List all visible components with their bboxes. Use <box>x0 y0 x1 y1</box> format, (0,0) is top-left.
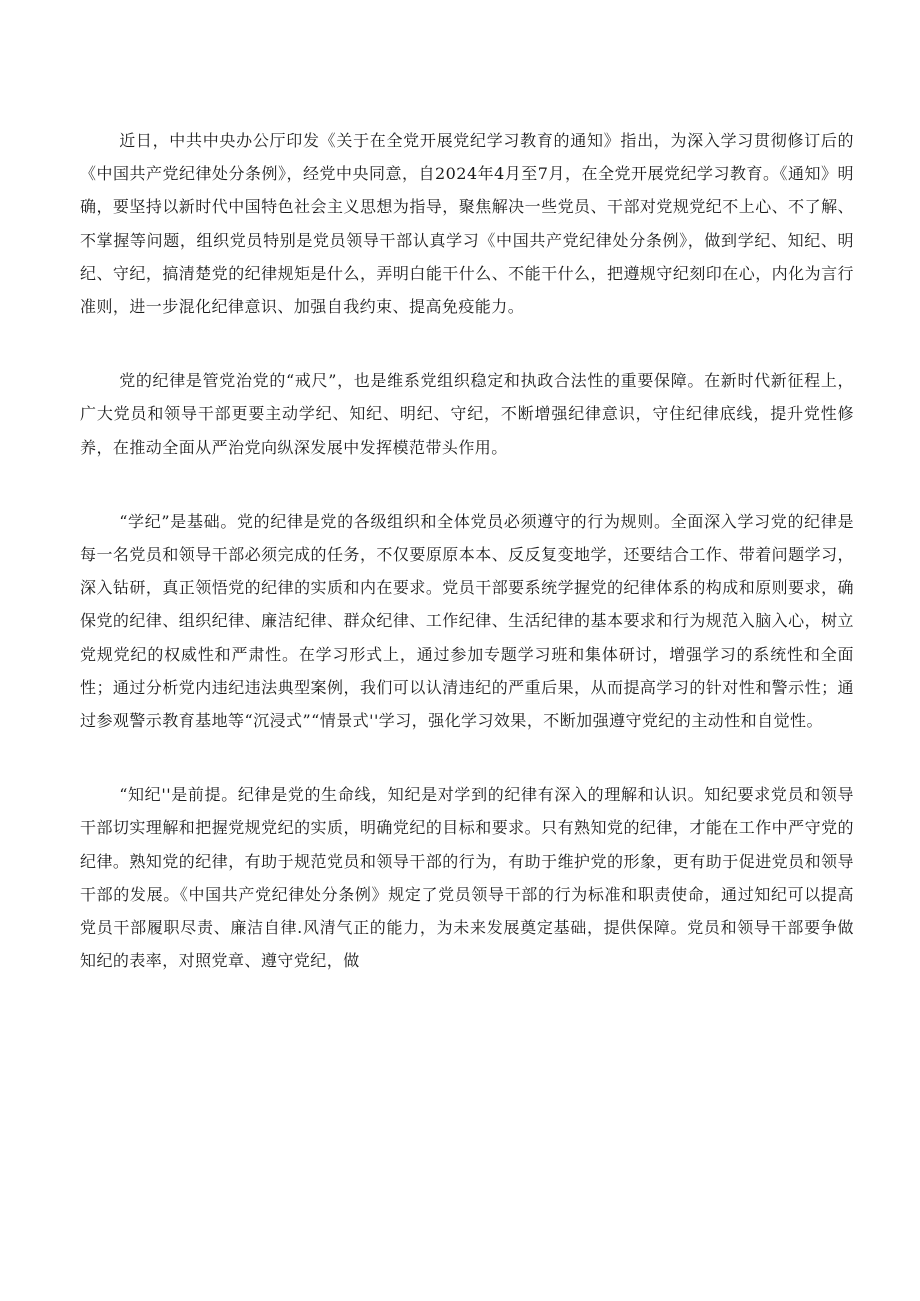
paragraph-3: “学纪”是基础。党的纪律是党的各级组织和全体党员必须遵守的行为规则。全面深入学习党的纪律是每一名党员和领导干部必须完成的任务，不仅要原原本本、反反复变地学，还要结合工作、带着问题学习，深入钻研，真正领悟党的纪律的实质和内在要求。党员干部要系统学握党的纪律体系的构成和原则要求，确保党的纪律、组织纪律、廉洁纪律、群众纪律、工作纪律、生活纪律的基本要求和行为规范入脑入心，树立党规党纪的权威性和严肃性。在学习形式上，通过参加专题学习班和集体研讨，增强学习的系统性和全面性；通过分析党内违纪违法典型案例，我们可以认清违纪的严重后果，从而提高学习的针对性和警示性；通过参观警示教育基地等“沉浸式”“情景式''学习，强化学习效果，不断加强遵守党纪的主动性和自觉性。 <box>80 511 854 731</box>
paragraph-2: 党的纪律是管党治党的“戒尺”，也是维系党组织稳定和执政合法性的重要保障。在新时代新征程上，广大党员和领导干部更要主动学纪、知纪、明纪、守纪，不断增强纪律意识，守住纪律底线，提升党性修养，在推动全面从严治党向纵深发展中发挥模范带头作用。 <box>80 371 854 457</box>
paragraph-1: 近日，中共中央办公厅印发《关于在全党开展党纪学习教育的通知》指出，为深入学习贯彻修订后的《中国共产党纪律处分条例》，经党中央同意，自2024年4月至7月，在全党开展党纪学习教育。《通知》明确，要坚持以新时代中国特色社会主义思想为指导，聚焦解决一些党员、干部对党规党纪不上心、不了解、不掌握等问题，组织党员特别是党员领导干部认真学习《中国共产党纪律处分条例》，做到学纪、知纪、明纪、守纪，搞清楚党的纪律规矩是什么，弄明白能干什么、不能干什么，把遵规守纪刻印在心，内化为言行准则，进一步混化纪律意识、加强自我约束、提高免疫能力。 <box>80 131 854 317</box>
paragraph-4: “知纪''是前提。纪律是党的生命线，知纪是对学到的纪律有深入的理解和认识。知纪要求党员和领导干部切实理解和把握党规党纪的实质，明确党纪的目标和要求。只有熟知党的纪律，才能在工作中严守党的纪律。熟知党的纪律，有助于规范党员和领导干部的行为，有助于维护党的形象，更有助于促进党员和领导干部的发展。《中国共产党纪律处分条例》规定了党员领导干部的行为标准和职责使命，通过知纪可以提高党员干部履职尽责、廉洁自律.风清气正的能力，为未来发展奠定基础，提供保障。党员和领导干部要争做知纪的表率，对照党章、遵守党纪，做 <box>80 785 854 971</box>
